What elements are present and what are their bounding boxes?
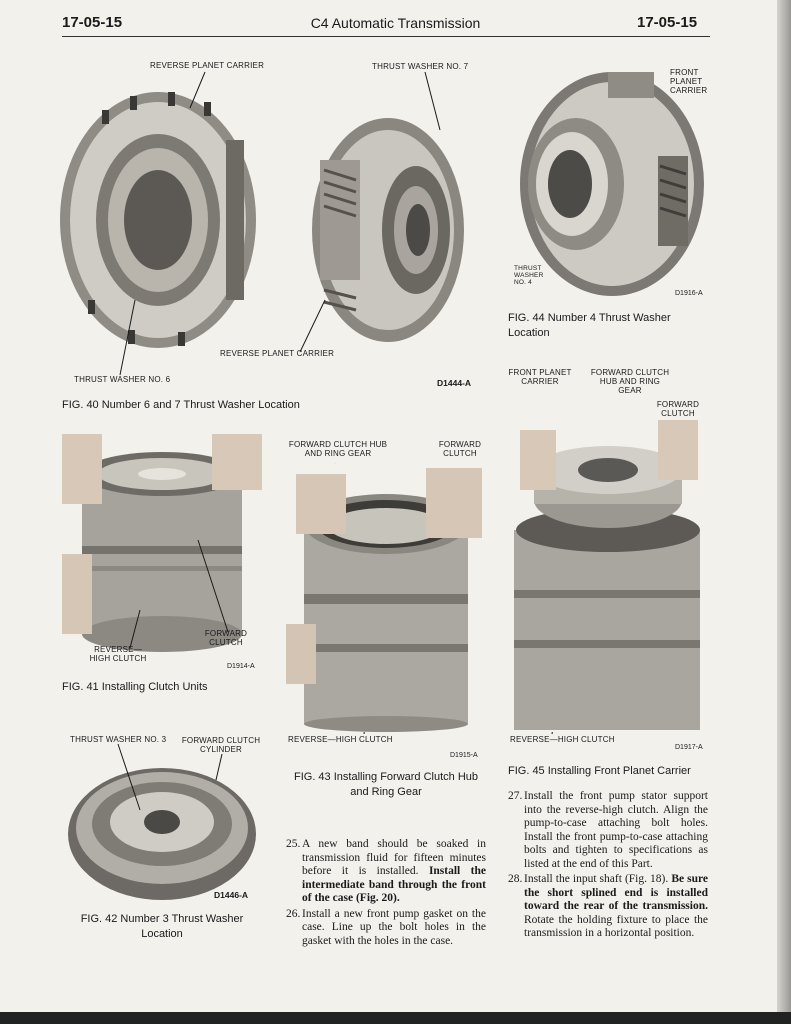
fig45-label-reverse-high-clutch: REVERSE—HIGH CLUTCH (510, 735, 615, 744)
page-title: C4 Automatic Transmission (310, 15, 481, 31)
fig40-code: D1444-A (437, 378, 472, 388)
step-26 (286, 908, 486, 949)
fig45-label-forward-clutch: FORWARD CLUTCH (656, 400, 700, 418)
fig41-label-reverse-high-clutch: REVERSE—HIGH CLUTCH (89, 645, 147, 663)
fig44-label-front-planet-carrier: FRONT PLANET CARRIER (670, 68, 708, 95)
step-28-bold: Be sure the short splined end is installed toward the rear of the transmission. (524, 873, 709, 912)
label-thrust-washer-3: THRUST WASHER NO. 3 (70, 735, 167, 744)
steps-right-column (508, 790, 708, 943)
fig43-caption: FIG. 43 Installing Forward Clutch Hub and Ring Gear (293, 771, 479, 798)
label-thrust-washer-7: THRUST WASHER NO. 7 (372, 62, 469, 71)
label-reverse-planet-carrier-bottom: REVERSE PLANET CARRIER (220, 349, 335, 358)
step-28-text2: Rotate the holding fixture to place the transmission in a horizontal position. (524, 913, 708, 939)
step-27 (508, 790, 708, 871)
step-25-bold: Install the intermediate band through the front of the case (Fig. 20). (302, 865, 486, 904)
scan-bottom-edge (0, 1012, 791, 1024)
steps-middle-column (286, 838, 486, 950)
fig45-caption: FIG. 45 Installing Front Planet Carrier (508, 765, 691, 777)
label-forward-clutch-cylinder: FORWARD CLUTCH CYLINDER (181, 736, 261, 754)
step-26-number: 26. (286, 907, 301, 920)
page-number-left: 17-05-15 (62, 14, 123, 31)
fig45-code: D1917-A (675, 744, 703, 751)
fig40-caption: FIG. 40 Number 6 and 7 Thrust Washer Location (62, 399, 300, 411)
step-25 (286, 838, 486, 906)
fig43-photo (286, 464, 486, 732)
fig45-photo (508, 420, 708, 732)
label-thrust-washer-6: THRUST WASHER NO. 6 (74, 375, 171, 384)
fig41-label-forward-clutch: FORWARD CLUTCH (204, 629, 248, 647)
fig43-code: D1915-A (450, 752, 478, 759)
fig44-caption: FIG. 44 Number 4 Thrust Washer Location (508, 312, 671, 339)
step-27-number: 27. (508, 790, 523, 802)
label-reverse-planet-carrier-top: REVERSE PLANET CARRIER (150, 61, 265, 70)
step-27-text: Install the front pump stator support into the reverse-high clutch. Align the pump-to-case attaching bolt holes. Install the front pump-to-case attaching bolts and tighten to specifications as listed at the end of this Part. (524, 790, 708, 870)
page-number-right: 17-05-15 (637, 14, 698, 31)
step-28-text: Install the input shaft (Fig. 18). (524, 873, 669, 885)
fig43-label-reverse-high-clutch: REVERSE—HIGH CLUTCH (288, 735, 393, 744)
fig41-code: D1914-A (227, 663, 255, 670)
fig43-label-forward-clutch-hub: FORWARD CLUTCH HUB AND RING GEAR (288, 440, 388, 458)
step-26-text: Install a new front pump gasket on the case. Line up the bolt holes in the gasket with the holes in the case. (302, 907, 486, 947)
page-edge-shadow (777, 0, 791, 1024)
step-25-text: A new band should be soaked in transmission fluid for fifteen minutes before it is installed. (302, 838, 486, 877)
fig42-code: D1446-A (214, 890, 249, 900)
step-28-number: 28. (508, 873, 523, 885)
fig45-label-forward-clutch-hub: FORWARD CLUTCH HUB AND RING GEAR (590, 368, 670, 395)
fig42-caption: FIG. 42 Number 3 Thrust Washer Location (80, 913, 244, 940)
fig44-code: D1916-A (675, 290, 703, 297)
fig45-label-front-planet-carrier: FRONT PLANET CARRIER (508, 368, 572, 386)
step-25-number: 25. (286, 838, 301, 850)
label-thrust-washer-4: THRUST WASHER NO. 4 (514, 265, 544, 286)
fig41-caption: FIG. 41 Installing Clutch Units (62, 681, 208, 693)
fig43-label-forward-clutch: FORWARD CLUTCH (438, 440, 482, 458)
step-28 (508, 873, 708, 941)
